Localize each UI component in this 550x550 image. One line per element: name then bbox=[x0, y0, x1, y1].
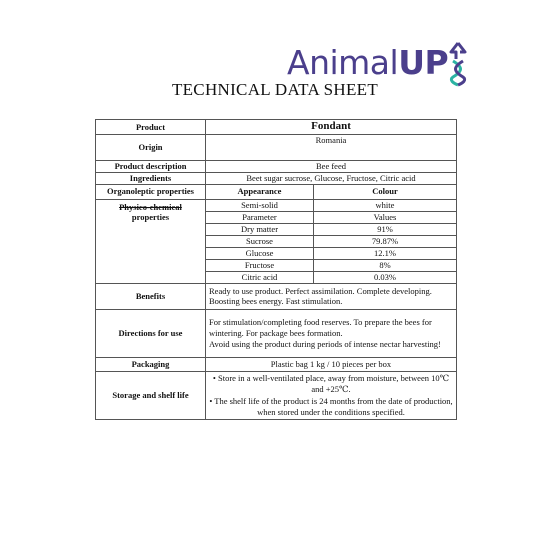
document-title: TECHNICAL DATA SHEET bbox=[171, 80, 379, 99]
origin-value: Romania bbox=[206, 134, 457, 160]
product-value: Fondant bbox=[206, 120, 457, 135]
directions-line: For stimulation/completing food reserves. To prepare the bees for wintering. For package bees formation. bbox=[209, 317, 432, 338]
parameter-name: Sucrose bbox=[206, 235, 314, 247]
directions-label: Directions for use bbox=[96, 309, 206, 357]
storage-item: • Store in a well-ventilated place, away from moisture, between 10℃ and +25℃. bbox=[212, 373, 450, 394]
technical-data-table bbox=[95, 119, 457, 420]
storage-item: • The shelf life of the product is 24 months from the date of production, when stored under the conditions specified. bbox=[209, 396, 453, 417]
directions-warning: Avoid using the product during periods of intense nectar harvesting! bbox=[209, 338, 441, 349]
logo-wordmark: AnimalUP bbox=[287, 42, 449, 82]
parameter-name: Citric acid bbox=[206, 271, 314, 283]
storage-label: Storage and shelf life bbox=[96, 371, 206, 419]
colour-header: Colour bbox=[314, 184, 457, 199]
directions-value bbox=[206, 309, 457, 357]
parameter-name: Fructose bbox=[206, 259, 314, 271]
physico-label: Physico-chemical properties bbox=[96, 199, 206, 283]
description-value: Bee feed bbox=[206, 160, 457, 172]
colour-value: white bbox=[314, 199, 457, 211]
ingredients-label: Ingredients bbox=[96, 172, 206, 184]
product-label: Product bbox=[96, 120, 206, 135]
packaging-value: Plastic bag 1 kg / 10 pieces per box bbox=[206, 357, 457, 371]
benefits-label: Benefits bbox=[96, 283, 206, 309]
benefits-value: Ready to use product. Perfect assimilation. Complete developing. Boosting bees energy. Fast stimulation. bbox=[206, 283, 457, 309]
values-header: Values bbox=[314, 211, 457, 223]
parameter-value: 91% bbox=[314, 223, 457, 235]
storage-value bbox=[206, 371, 457, 419]
parameter-name: Dry matter bbox=[206, 223, 314, 235]
origin-label: Origin bbox=[96, 134, 206, 160]
description-label: Product description bbox=[96, 160, 206, 172]
parameter-value: 12.1% bbox=[314, 247, 457, 259]
packaging-label: Packaging bbox=[96, 357, 206, 371]
appearance-value: Semi-solid bbox=[206, 199, 314, 211]
appearance-header: Appearance bbox=[206, 184, 314, 199]
parameter-value: 0.03% bbox=[314, 271, 457, 283]
parameter-name: Glucose bbox=[206, 247, 314, 259]
parameter-value: 8% bbox=[314, 259, 457, 271]
parameter-value: 79.87% bbox=[314, 235, 457, 247]
ingredients-value: Beet sugar sucrose, Glucose, Fructose, Citric acid bbox=[206, 172, 457, 184]
parameter-header: Parameter bbox=[206, 211, 314, 223]
organoleptic-label: Organoleptic properties bbox=[96, 184, 206, 199]
